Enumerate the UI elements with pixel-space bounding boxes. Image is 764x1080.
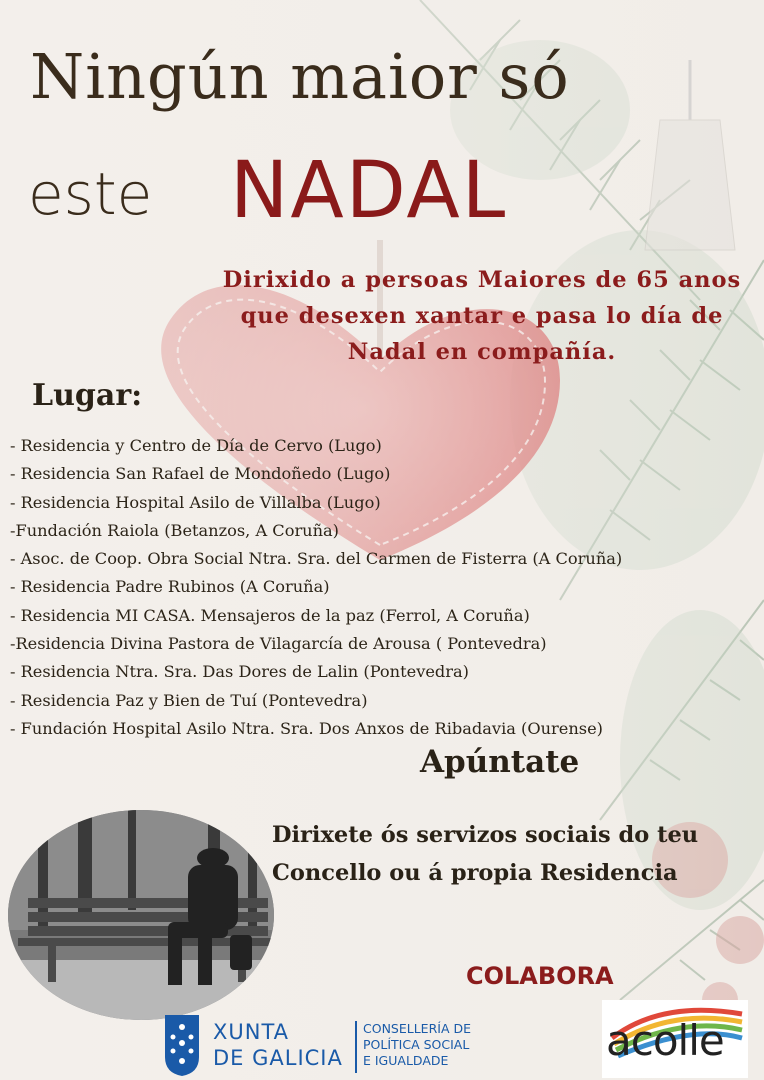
dept-line1: CONSELLERÍA DE (363, 1021, 471, 1036)
logo-divider (355, 1021, 357, 1073)
contact-text (272, 816, 742, 892)
xunta-logo (163, 1013, 523, 1077)
dept-line2: POLÍTICA SOCIAL (363, 1037, 470, 1052)
apuntate-heading: Apúntate (420, 744, 580, 780)
title-line1: Ningún maior só (30, 40, 570, 113)
places-list (10, 432, 622, 743)
contact-line1: Dirixete ós servizos sociais do teu (272, 822, 699, 848)
list-item: - Asoc. de Coop. Obra Social Ntra. Sra. del Carmen de Fisterra (A Coruña) (10, 549, 623, 569)
colabora-label: COLABORA (466, 962, 614, 990)
xunta-name-line2: DE GALICIA (213, 1046, 343, 1070)
list-item: - Residencia San Rafael de Mondoñedo (Lugo) (10, 464, 391, 484)
list-item: - Residencia MI CASA. Mensajeros de la paz (Ferrol, A Coruña) (10, 605, 530, 625)
list-item: - Residencia Hospital Asilo de Villalba (Lugo) (10, 492, 381, 512)
xunta-name-line1: XUNTA (213, 1020, 290, 1044)
xunta-shield-icon (163, 1013, 201, 1077)
acolle-logo-text: acolle (606, 1016, 724, 1065)
title-este: este (28, 160, 153, 228)
lugar-heading: Lugar: (32, 378, 143, 413)
contact-line2: Concello ou á propia Residencia (272, 860, 678, 886)
elderly-man-photo (8, 810, 274, 1020)
title-nadal: NADAL (230, 146, 508, 236)
list-item: - Residencia Ntra. Sra. Das Dores de Lalin (Pontevedra) (10, 662, 469, 682)
acolle-logo-icon (602, 1000, 748, 1078)
list-item: -Residencia Divina Pastora de Vilagarcía de Arousa ( Pontevedra) (10, 634, 547, 654)
intro-text: Dirixido a persoas Maiores de 65 anos que desexen xantar e pasa lo día de Nadal en compañía. (222, 267, 742, 365)
list-item: - Residencia Padre Rubinos (A Coruña) (10, 577, 330, 597)
list-item: -Fundación Raiola (Betanzos, A Coruña) (10, 520, 339, 540)
list-item: - Fundación Hospital Asilo Ntra. Sra. Dos Anxos de Ribadavia (Ourense) (10, 718, 603, 738)
list-item: - Residencia Paz y Bien de Tuí (Pontevedra) (10, 690, 368, 710)
list-item: - Residencia y Centro de Día de Cervo (Lugo) (10, 436, 382, 455)
dept-line3: E IGUALDADE (363, 1053, 449, 1068)
